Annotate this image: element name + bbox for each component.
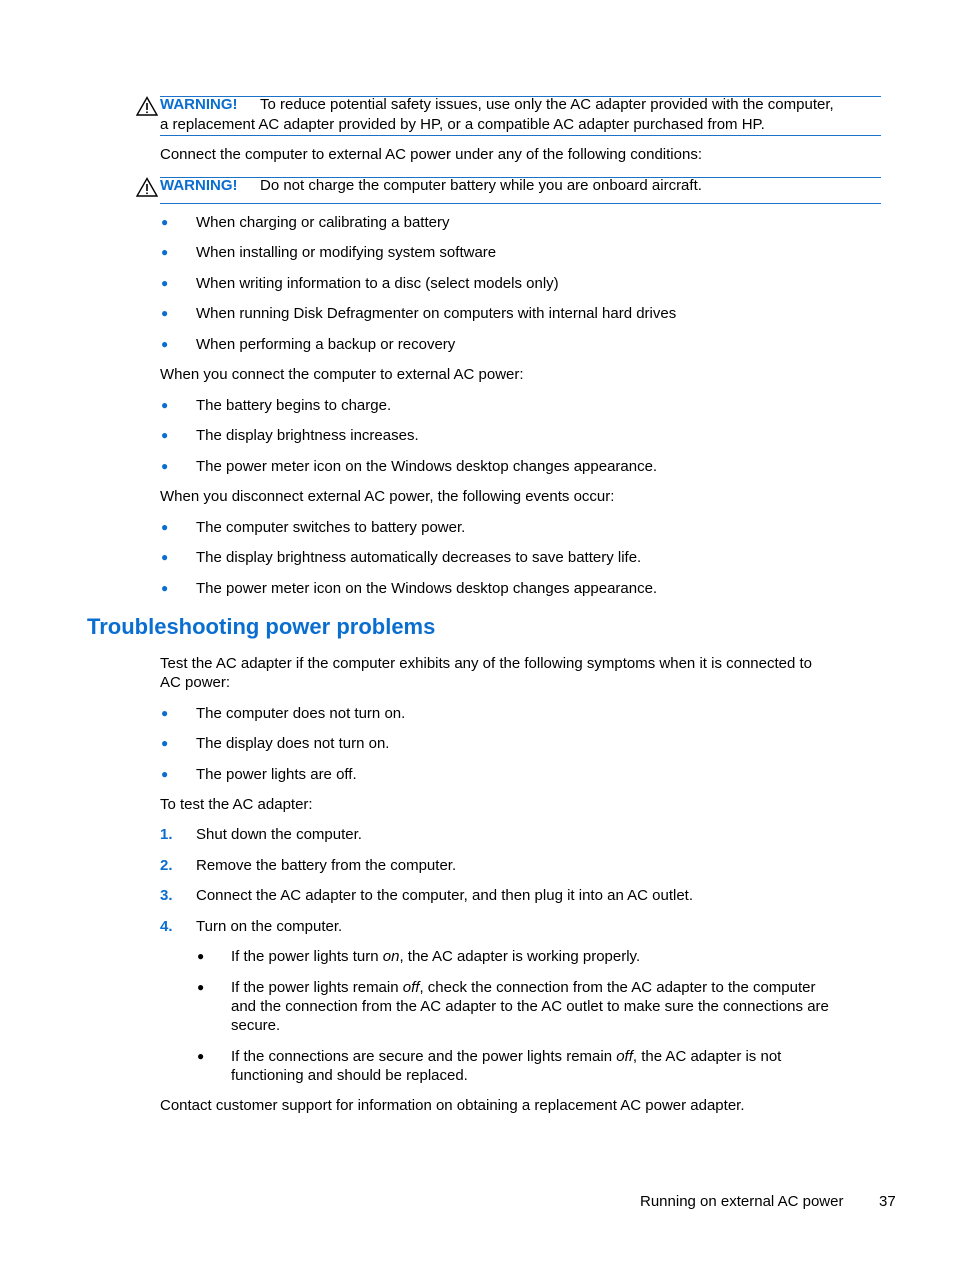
bullet-icon: ● — [161, 306, 169, 320]
paragraph: Contact customer support for information on obtaining a replacement AC power adapter. — [160, 1097, 745, 1114]
bullet-icon: ● — [161, 581, 169, 595]
bullet-icon: ● — [161, 767, 169, 781]
sub-list-item — [231, 1047, 781, 1066]
warning-text: Do not charge the computer battery while you are onboard aircraft. — [260, 177, 702, 194]
step-text: Shut down the computer. — [196, 826, 362, 843]
sub-list-item-line: functioning and should be replaced. — [231, 1067, 468, 1084]
list-item: The power meter icon on the Windows desktop changes appearance. — [196, 580, 658, 597]
bullet-icon: ● — [161, 276, 169, 290]
list-item: The computer does not turn on. — [196, 705, 406, 722]
text-run: If the power lights remain — [231, 979, 403, 996]
paragraph: AC power: — [160, 674, 231, 691]
list-item: The power lights are off. — [196, 766, 357, 783]
warning-label: WARNING! — [160, 96, 238, 113]
paragraph: When you connect the computer to external AC power: — [160, 366, 524, 383]
paragraph: When you disconnect external AC power, the following events occur: — [160, 488, 615, 505]
list-item: When running Disk Defragmenter on computers with internal hard drives — [196, 305, 677, 322]
paragraph: Test the AC adapter if the computer exhibits any of the following symptoms when it is connected to — [160, 655, 813, 672]
emphasis: off — [616, 1048, 633, 1065]
list-item: The battery begins to charge. — [196, 397, 392, 414]
sub-list-item-line: secure. — [231, 1017, 281, 1034]
bullet-icon: ● — [161, 706, 169, 720]
bullet-icon: ● — [161, 520, 169, 534]
sub-list-item — [231, 947, 640, 966]
emphasis: on — [382, 948, 400, 965]
text-run: If the power lights turn — [231, 948, 383, 965]
warning-text: To reduce potential safety issues, use only the AC adapter provided with the computer, — [260, 96, 834, 113]
step-number: 4. — [160, 918, 173, 935]
warning-label: WARNING! — [160, 177, 238, 194]
list-item: When performing a backup or recovery — [196, 336, 456, 353]
step-number: 3. — [160, 887, 173, 904]
warning-text: a replacement AC adapter provided by HP, or a compatible AC adapter purchased from HP. — [160, 116, 765, 133]
bullet-icon: ● — [197, 1049, 205, 1063]
warning-triangle-icon — [136, 96, 158, 116]
list-item: The display does not turn on. — [196, 735, 390, 752]
paragraph: Connect the computer to external AC power under any of the following conditions: — [160, 146, 702, 163]
list-item: When installing or modifying system software — [196, 244, 497, 261]
step-number: 2. — [160, 857, 173, 874]
step-text: Connect the AC adapter to the computer, and then plug it into an AC outlet. — [196, 887, 693, 904]
sub-list-item — [231, 978, 816, 997]
sub-list-item-line: and the connection from the AC adapter to the AC outlet to make sure the connections are — [231, 998, 829, 1015]
step-number: 1. — [160, 826, 173, 843]
list-item: When writing information to a disc (select models only) — [196, 275, 559, 292]
bullet-icon: ● — [161, 459, 169, 473]
page-number: 37 — [879, 1193, 896, 1210]
list-item: The display brightness increases. — [196, 427, 419, 444]
bullet-icon: ● — [161, 736, 169, 750]
bullet-icon: ● — [161, 337, 169, 351]
step-text: Remove the battery from the computer. — [196, 857, 457, 874]
bullet-icon: ● — [161, 245, 169, 259]
bullet-icon: ● — [161, 215, 169, 229]
text-run: , the AC adapter is not — [632, 1048, 782, 1065]
list-item: The computer switches to battery power. — [196, 519, 466, 536]
emphasis: off — [402, 979, 420, 996]
paragraph: To test the AC adapter: — [160, 796, 313, 813]
bullet-icon: ● — [161, 550, 169, 564]
text-run: , the AC adapter is working properly. — [399, 948, 641, 965]
section-heading: Troubleshooting power problems — [87, 614, 436, 639]
bullet-icon: ● — [161, 398, 169, 412]
footer-section-title: Running on external AC power — [640, 1193, 844, 1210]
list-item: The display brightness automatically decreases to save battery life. — [196, 549, 642, 566]
bullet-icon: ● — [197, 980, 205, 994]
list-item: The power meter icon on the Windows desktop changes appearance. — [196, 458, 658, 475]
bullet-icon: ● — [197, 949, 205, 963]
text-run: If the connections are secure and the power lights remain — [231, 1048, 617, 1065]
bullet-icon: ● — [161, 428, 169, 442]
step-text: Turn on the computer. — [196, 918, 343, 935]
text-run: , check the connection from the AC adapter to the computer — [419, 979, 816, 996]
list-item: When charging or calibrating a battery — [196, 214, 450, 231]
warning-triangle-icon — [136, 177, 158, 197]
